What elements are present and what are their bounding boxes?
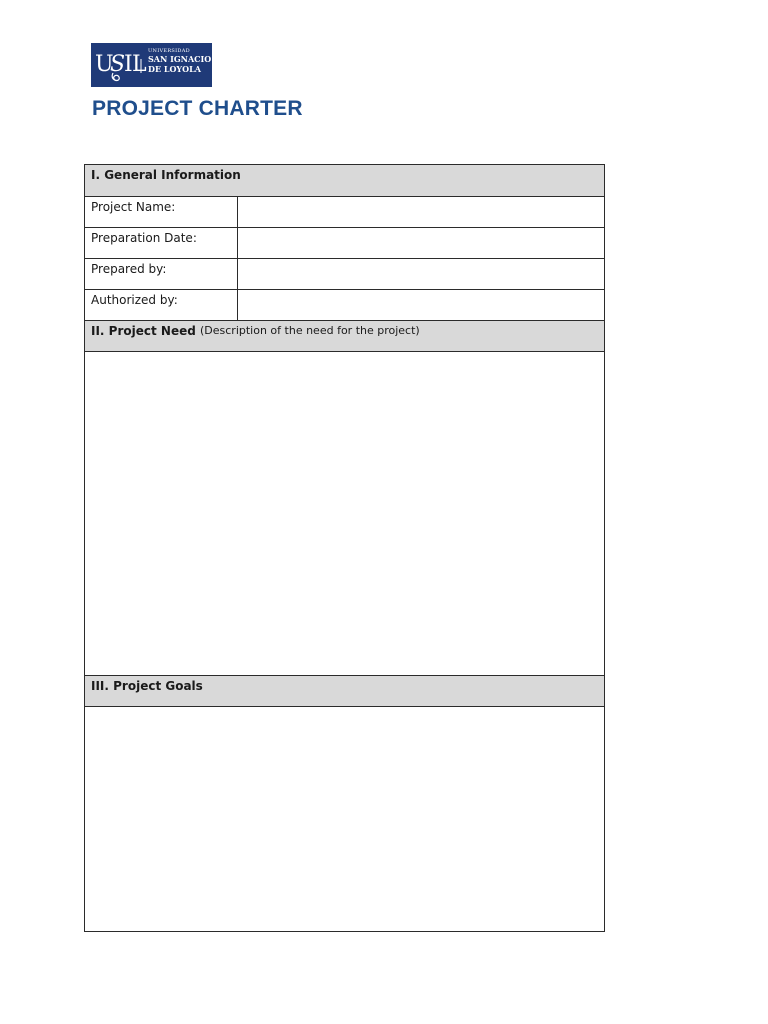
authorized-by-field[interactable] <box>238 290 604 320</box>
svg-text:L: L <box>132 52 147 77</box>
field-label: Project Name: <box>85 197 238 227</box>
section-title: III. Project Goals <box>91 679 203 693</box>
logo-line-3: DE LOYOLA <box>148 63 201 74</box>
project-name-field[interactable] <box>238 197 604 227</box>
prepared-by-field[interactable] <box>238 259 604 289</box>
field-row-preparation-date <box>85 227 604 258</box>
svg-text:S: S <box>110 52 126 77</box>
document-title: PROJECT CHARTER <box>92 97 303 120</box>
field-row-authorized-by <box>85 289 604 320</box>
university-logo <box>91 43 212 87</box>
section-description: (Description of the need for the project) <box>200 324 420 337</box>
field-row-project-name <box>85 196 604 227</box>
project-need-textarea[interactable] <box>85 351 604 675</box>
field-label: Preparation Date: <box>85 228 238 258</box>
project-goals-textarea[interactable] <box>85 706 604 931</box>
logo-wordmark <box>148 49 211 73</box>
section-title: I. General Information <box>91 168 241 182</box>
usil-monogram-icon <box>91 43 147 87</box>
field-row-prepared-by <box>85 258 604 289</box>
field-label: Authorized by: <box>85 290 238 320</box>
charter-form <box>84 164 605 932</box>
logo-line-2: SAN IGNACIO <box>148 54 212 65</box>
svg-text:I: I <box>124 52 133 77</box>
section-header-general-information <box>85 165 604 196</box>
field-label: Prepared by: <box>85 259 238 289</box>
svg-text:U: U <box>95 52 114 77</box>
section-header-project-goals <box>85 675 604 706</box>
section-header-project-need <box>85 320 604 351</box>
preparation-date-field[interactable] <box>238 228 604 258</box>
logo-line-1: UNIVERSIDAD <box>148 48 190 54</box>
section-title: II. Project Need <box>91 324 196 338</box>
